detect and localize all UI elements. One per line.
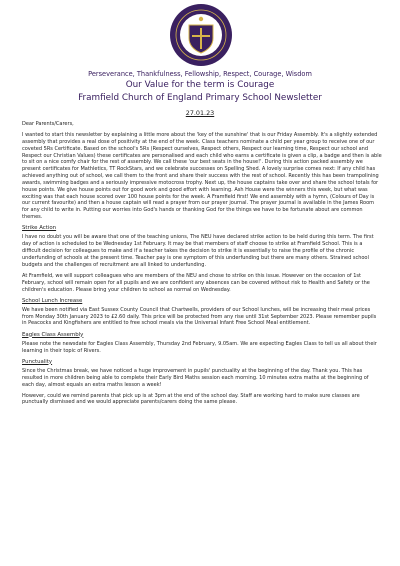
punctuality-paragraph-2: However, could we remind parents that pick up is at 3pm at the end of the school day. Staff are working hard to make sure classes are punctually dismissed and we would appreciate parents/carers doing the same please. [22, 392, 360, 406]
strike-paragraph-2: At Framfield, we will support colleagues who are members of the NEU and chose to strike on this issue. However on the occasion of 1st February, school will remain open for all pupils and we are confident any absences can be covered without risk to Health and Safety or the children's education. Please bring your children to school as normal on Wednesday. [22, 272, 370, 293]
newsletter-date: 27.01.23 [185, 109, 215, 117]
greeting: Dear Parents/Carers, [22, 121, 74, 127]
letter-body [22, 121, 382, 410]
lunch-paragraph: We have been notified via East Sussex County Council that Chartwells, providers of our School lunches, will be increasing their meal prices from Monday 30th January 2023 to £2.60 daily. This price will be protected from any rise until 31st September 2023. Please remember pupils in Peacocks and Kingfishers are entitled to free school meals via the Universal Infant Free School Meal entitlement. [22, 306, 377, 327]
intro-paragraph: I wanted to start this newsletter by explaining a little more about the 'key of the sunshine' that is our Friday Assembly. It's a slightly extended assembly that provides a real dose of positivity at the end of the week. Class teachers nominate a child per year group to receive one of our coveted 5Rs Certificate. Based on the school's 5Rs (Respect ourselves, Respect others, Respect our learning time, Respect our school and Respect our Christian Values) these certificates are personalised and each child who earns a certificate is given a clip, a badge and then is able to sit on a nice comfy chair for the rest of assembly. We call these 'our best seats in the house!'. During this action packed assembly we present certificates for Mathletics, TT RockStars, and we celebrate successes on Spelling Shed. A lovely surprise comes next: If any child has achieved anything out of school, we call them to the front and share their success with the rest of school. Recently this has been trampolining awards, swimming badges and a seriously impressive motocross trophy. Next up, the house captains take over and share the school totals for house points. We give house points out for good work and good effort with learning. Ash House were the winners this week, but what was exciting was that each house scored over 100 house points for the week. A Framfield first! We end assembly with a hymn, (Colours of Day is our current favourite) and then a house captain will read a prayer from our prayer journal. The prayer journal is available in the James Room for any child to write in. Putting our worries into God's hands or thanking God for the things we have to be fortunate about are common themes. [22, 132, 382, 221]
section-heading-eagles-assembly: Eagles Class Assembly [22, 331, 84, 338]
section-heading-strike-action: Strike Action [22, 225, 57, 232]
newsletter-title: Framfield Church of England Primary School Newsletter [78, 93, 322, 103]
eagles-paragraph: Please note the newsdate for Eagles Class Assembly, Thursday 2nd February, 9.05am. We are expecting Eagles Class to tell us all about their learning in their topic of Rivers. [22, 340, 377, 354]
school-values: Perseverance, Thankfulness, Fellowship, Respect, Courage, Wisdom [88, 70, 312, 78]
section-heading-school-lunch: School Lunch Increase [22, 297, 83, 304]
section-heading-punctuality: Punctuality [22, 358, 53, 365]
strike-paragraph-1: I have no doubt you will be aware that one of the teaching unions, The NEU have declared strike action to be held during this term. The first day of action is scheduled to be Wednesday 1st February. It may be that members of staff choose to strike at Framfield School. This is a difficult decision for colleagues to make and if a teacher takes the decision to strike it is essentially to raise the profile of the chronic underfunding of schools at the present time. Teacher pay is one symptom of this underfunding but there are many others. Strained school budgets and the challenges of recruitment are all linked to underfunding. [22, 234, 374, 268]
school-crest-logo [165, 2, 237, 68]
punctuality-paragraph-1: Since the Christmas break, we have noticed a huge improvement in pupils' punctuality at the beginning of the day. Thank you. This has resulted in more children being able to complete their Early Bird Maths session each morning. 10 minutes extra maths at the beginning of each day, almost equals an extra maths lesson a week! [22, 367, 369, 388]
term-value-motto: Our Value for the term is Courage [125, 80, 275, 90]
